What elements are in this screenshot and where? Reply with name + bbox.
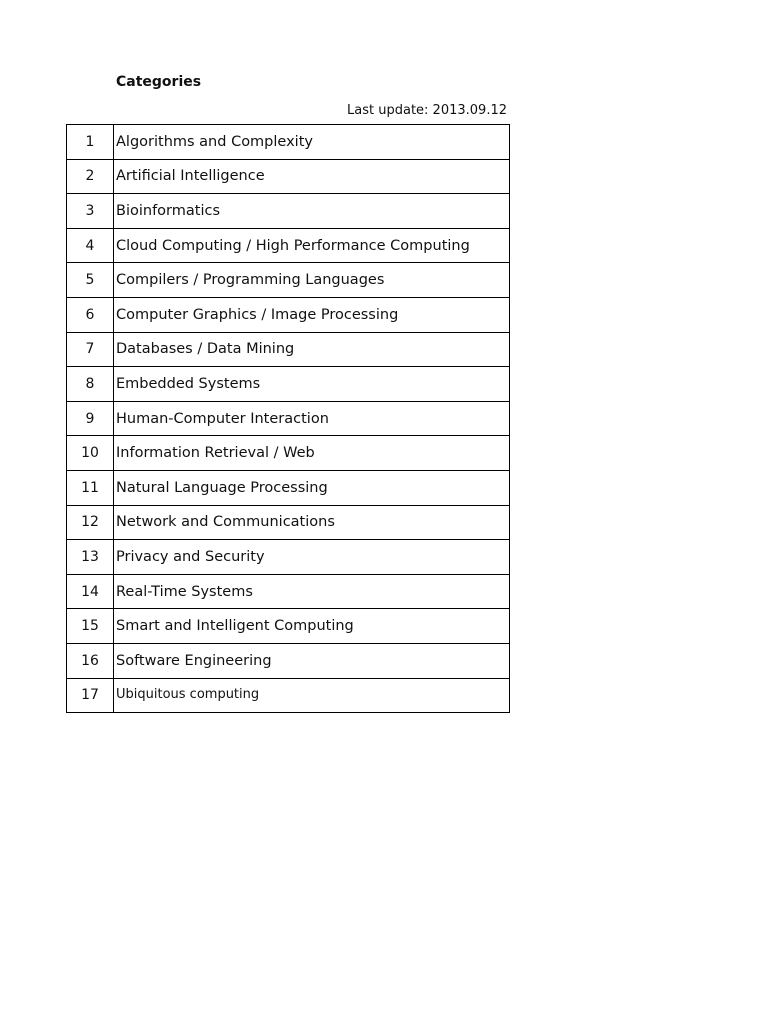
category-name: Bioinformatics [114,194,510,229]
table-row [67,609,510,644]
category-name: Smart and Intelligent Computing [114,609,510,644]
table-row [67,678,510,713]
row-number: 5 [67,263,114,298]
table-row [67,401,510,436]
row-number: 16 [67,643,114,678]
table-row [67,194,510,229]
table-row [67,367,510,402]
category-name: Databases / Data Mining [114,332,510,367]
row-number: 8 [67,367,114,402]
row-number: 9 [67,401,114,436]
row-number: 4 [67,228,114,263]
category-name: Cloud Computing / High Performance Computing [114,228,510,263]
page-title: Categories [116,74,202,90]
category-name: Information Retrieval / Web [114,436,510,471]
row-number: 1 [67,125,114,160]
row-number: 14 [67,574,114,609]
table-row [67,470,510,505]
row-number: 7 [67,332,114,367]
category-name: Privacy and Security [114,540,510,575]
row-number: 3 [67,194,114,229]
category-name: Artificial Intelligence [114,159,510,194]
category-name: Embedded Systems [114,367,510,402]
row-number: 2 [67,159,114,194]
table-row [67,505,510,540]
row-number: 11 [67,470,114,505]
table-row [67,540,510,575]
categories-table-body [67,125,510,713]
categories-table [66,124,510,713]
table-row [67,297,510,332]
category-name: Compilers / Programming Languages [114,263,510,298]
category-name: Human-Computer Interaction [114,401,510,436]
table-row [67,263,510,298]
row-number: 15 [67,609,114,644]
table-row [67,332,510,367]
category-name: Software Engineering [114,643,510,678]
category-name: Computer Graphics / Image Processing [114,297,510,332]
row-number: 12 [67,505,114,540]
row-number: 6 [67,297,114,332]
table-row [67,643,510,678]
category-name: Real-Time Systems [114,574,510,609]
table-row [67,228,510,263]
row-number: 17 [67,678,114,713]
table-row [67,159,510,194]
table-row [67,125,510,160]
row-number: 10 [67,436,114,471]
row-number: 13 [67,540,114,575]
last-update-text: Last update: 2013.09.12 [347,103,507,118]
category-name: Network and Communications [114,505,510,540]
category-name: Natural Language Processing [114,470,510,505]
category-name: Ubiquitous computing [114,678,510,713]
table-row [67,574,510,609]
table-row [67,436,510,471]
category-name: Algorithms and Complexity [114,125,510,160]
